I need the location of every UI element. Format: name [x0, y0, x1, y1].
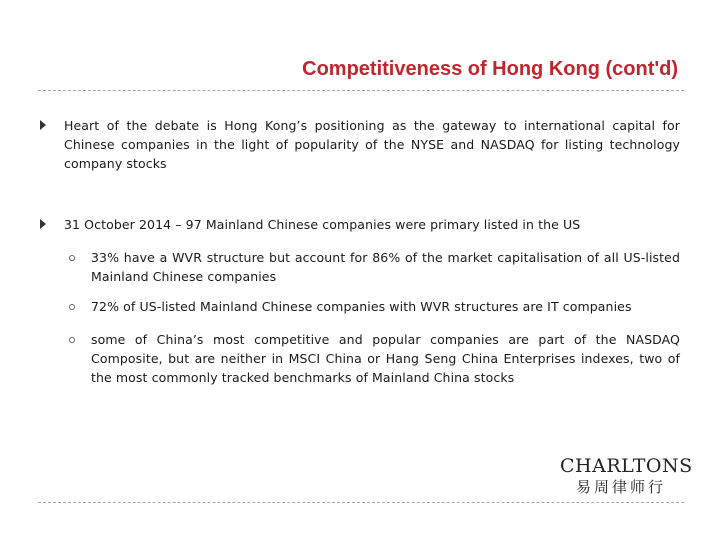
sub-bullet-item — [69, 297, 680, 316]
bullet-text: Heart of the debate is Hong Kong’s positioning as the gateway to international capital for Chinese companies in the light of popularity of the NYSE and NASDAQ for listing technology company stocks — [64, 118, 680, 171]
logo-chinese-name: 易周律师行 — [575, 478, 666, 496]
circle-bullet-icon — [69, 304, 75, 310]
bullet-item — [40, 215, 680, 234]
sub-bullet-text: some of China’s most competitive and popular companies are part of the NASDAQ Composite, but are neither in MSCI China or Hang Seng China Enterprises indexes, two of the most commonly tracked benchmarks of Mainland China stocks — [91, 332, 680, 385]
sub-bullet-item — [69, 330, 680, 387]
circle-bullet-icon — [69, 255, 75, 261]
triangle-bullet-icon — [40, 120, 46, 130]
slide-title: Competitiveness of Hong Kong (cont'd) — [302, 58, 678, 80]
footer-divider — [38, 502, 684, 503]
title-divider — [38, 90, 684, 91]
company-logo — [560, 455, 693, 497]
sub-bullet-item — [69, 248, 680, 286]
circle-bullet-icon — [69, 337, 75, 343]
sub-bullet-text: 72% of US-listed Mainland Chinese companies with WVR structures are IT companies — [91, 299, 632, 314]
bullet-text: 31 October 2014 – 97 Mainland Chinese companies were primary listed in the US — [64, 217, 581, 232]
logo-name: CHARLTONS — [560, 455, 693, 477]
sub-bullet-text: 33% have a WVR structure but account for 86% of the market capitalisation of all US-listed Mainland Chinese companies — [91, 250, 680, 284]
bullet-item — [40, 116, 680, 173]
triangle-bullet-icon — [40, 219, 46, 229]
